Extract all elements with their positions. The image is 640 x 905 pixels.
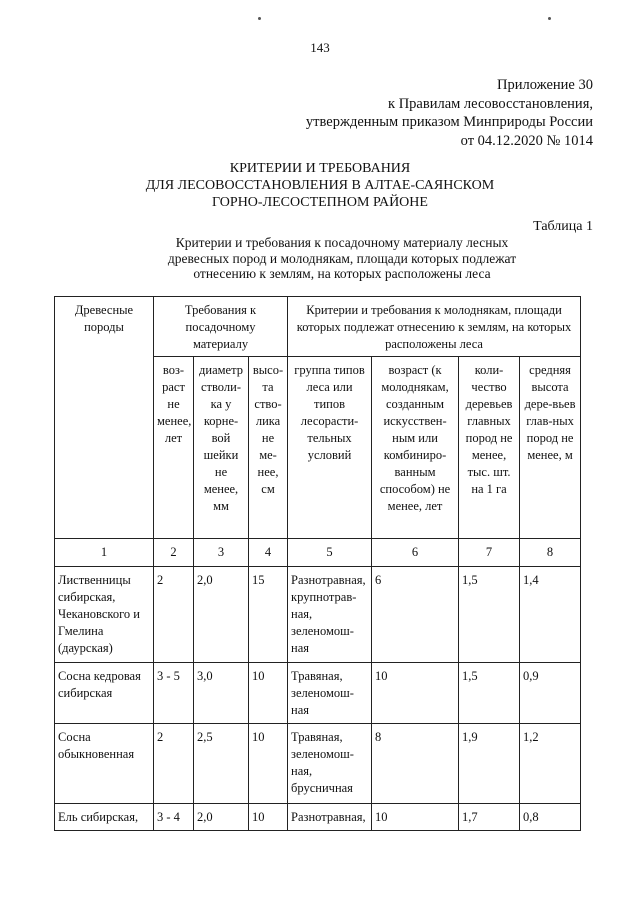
cell-forest-type: Разнотравная, крупнотрав-ная, зеленомош-ная	[288, 567, 372, 663]
cell-avg-height: 1,2	[520, 724, 581, 804]
cell-tree-count: 1,9	[459, 724, 520, 804]
cell-avg-height: 0,9	[520, 663, 581, 724]
subheader-avg-height: средняя высота дере-вьев глав-ных пород не менее, м	[520, 357, 581, 539]
cell-diameter: 2,5	[194, 724, 249, 804]
cell-avg-height: 1,4	[520, 567, 581, 663]
cell-species: Лиственницы сибирская, Чекановского и Гмелина (даурская)	[55, 567, 154, 663]
cell-forest-type: Разнотравная,	[288, 804, 372, 831]
cell-young-age: 10	[372, 663, 459, 724]
caption-line: древесных пород и молоднякам, площади которых подлежат	[167, 250, 517, 266]
scan-speck	[258, 17, 261, 20]
cell-species: Ель сибирская,	[55, 804, 154, 831]
table-row	[55, 804, 581, 831]
title-line: ГОРНО-ЛЕСОСТЕПНОМ РАЙОНЕ	[212, 195, 428, 210]
cell-diameter: 2,0	[194, 804, 249, 831]
cell-age: 2	[154, 567, 194, 663]
cell-age: 3 - 4	[154, 804, 194, 831]
cell-diameter: 2,0	[194, 567, 249, 663]
caption-line: Критерии и требования к посадочному материалу лесных	[175, 235, 509, 250]
document-title	[0, 160, 640, 211]
table-label: Таблица 1	[533, 219, 593, 234]
column-number: 5	[288, 539, 372, 567]
appendix-line: от 04.12.2020 № 1014	[460, 132, 593, 149]
cell-young-age: 8	[372, 724, 459, 804]
table-row	[55, 567, 581, 663]
cell-young-age: 6	[372, 567, 459, 663]
subheader-age: воз-раст не менее, лет	[154, 357, 194, 539]
cell-height: 15	[249, 567, 288, 663]
cell-forest-type: Травяная, зеленомош-ная, брусничная	[288, 724, 372, 804]
appendix-line: к Правилам лесовосстановления,	[388, 95, 593, 112]
column-number: 4	[249, 539, 288, 567]
column-number: 3	[194, 539, 249, 567]
cell-forest-type: Травяная, зеленомош-ная	[288, 663, 372, 724]
subheader-young-age: возраст (к молоднякам, созданным искусствен-ным или комбиниро-ванным способом) не менее, лет	[372, 357, 459, 539]
column-number: 8	[520, 539, 581, 567]
cell-avg-height: 0,8	[520, 804, 581, 831]
cell-age: 3 - 5	[154, 663, 194, 724]
header-species: Древесные породы	[55, 297, 154, 539]
table-caption	[150, 235, 534, 282]
column-number: 6	[372, 539, 459, 567]
appendix-line: утвержденным приказом Минприроды России	[305, 114, 593, 130]
cell-age: 2	[154, 724, 194, 804]
cell-tree-count: 1,5	[459, 567, 520, 663]
page-number: 143	[310, 40, 330, 55]
header-young-stands: Критерии и требования к молоднякам, площади которых подлежат отнесению к землям, на которых расположены леса	[288, 297, 581, 357]
cell-height: 10	[249, 663, 288, 724]
appendix-block	[306, 76, 593, 150]
caption-line: отнесению к землям, на которых расположены леса	[193, 266, 491, 281]
subheader-forest-type: группа типов леса или типов лесорасти-тельных условий	[288, 357, 372, 539]
cell-young-age: 10	[372, 804, 459, 831]
appendix-line: Приложение 30	[497, 77, 593, 93]
cell-tree-count: 1,5	[459, 663, 520, 724]
column-number: 1	[55, 539, 154, 567]
column-number: 7	[459, 539, 520, 567]
table-row	[55, 663, 581, 724]
scan-speck	[548, 17, 551, 20]
title-line: ДЛЯ ЛЕСОВОССТАНОВЛЕНИЯ В АЛТАЕ-САЯНСКОМ	[145, 178, 495, 193]
subheader-tree-count: коли-чество деревьев главных пород не менее, тыс. шт. на 1 га	[459, 357, 520, 539]
criteria-table	[54, 296, 581, 831]
subheader-diameter: диаметр стволи-ка у корне-вой шейки не менее, мм	[194, 357, 249, 539]
cell-diameter: 3,0	[194, 663, 249, 724]
cell-height: 10	[249, 804, 288, 831]
table-row	[55, 724, 581, 804]
cell-species: Сосна кедровая сибирская	[55, 663, 154, 724]
column-number: 2	[154, 539, 194, 567]
subheader-height: высо-та ство-лика не ме-нее, см	[249, 357, 288, 539]
cell-height: 10	[249, 724, 288, 804]
title-line: КРИТЕРИИ И ТРЕБОВАНИЯ	[229, 161, 411, 176]
header-planting-material: Требования к посадочному материалу	[154, 297, 288, 357]
cell-tree-count: 1,7	[459, 804, 520, 831]
cell-species: Сосна обыкновенная	[55, 724, 154, 804]
